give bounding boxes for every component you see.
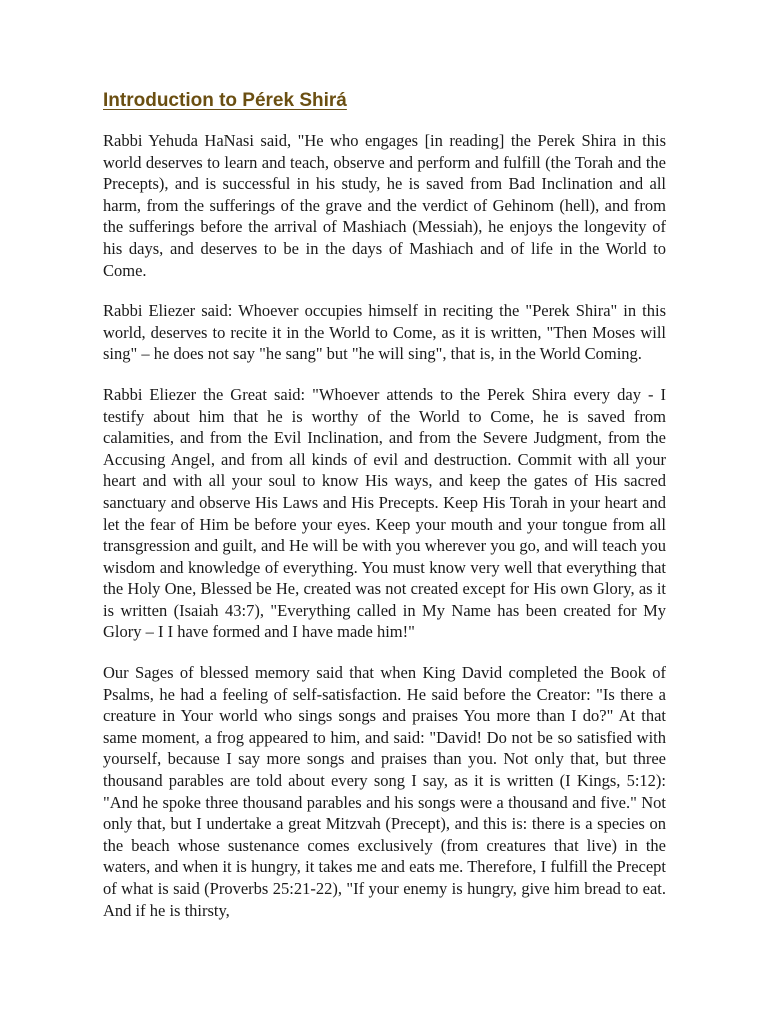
paragraph-eliezer-the-great: Rabbi Eliezer the Great said: "Whoever attends to the Perek Shira every day - I testify about him that he is worthy of the World to Come, he is saved from calamities, and from the Evil Inclination, and from the Severe Judgment, from the Accusing Angel, and from all kinds of evil and destruction. Commit with all your heart and with all your soul to know His ways, and keep the gates of His sacred sanctuary and observe His Laws and His Precepts. Keep His Torah in your heart and let the fear of Him be before your eyes. Keep your mouth and your tongue from all transgression and guilt, and He will be with you wherever you go, and will teach you wisdom and knowledge of everything. You must know very well that everything that the Holy One, Blessed be He, created was not created except for His own Glory, as it is written (Isaiah 43:7), "Everything called in My Name has been created for My Glory – I I have formed and I have made him!" xyxy=(103,384,666,642)
document-body xyxy=(103,88,666,940)
paragraph-yehuda-hanasi: Rabbi Yehuda HaNasi said, "He who engages [in reading] the Perek Shira in this world deserves to learn and teach, observe and perform and fulfill (the Torah and the Precepts), and is successful in his study, he is saved from Bad Inclination and all harm, from the sufferings of the grave and the verdict of Gehinom (hell), and from the sufferings before the arrival of Mashiach (Messiah), he enjoys the longevity of his days, and deserves to be in the days of Mashiach and of life in the World to Come. xyxy=(103,131,666,280)
document-title: Introduction to Pérek Shirá xyxy=(103,90,347,111)
paragraph-king-david-frog: Our Sages of blessed memory said that when King David completed the Book of Psalms, he had a feeling of self-satisfaction. He said before the Creator: "Is there a creature in Your world who sings songs and praises You more than I do?" At that same moment, a frog appeared to him, and said: "David! Do not be so satisfied with yourself, because I say more songs and praises than you. Not only that, but three thousand parables are told about every song I say, as it is written (I Kings, 5:12): "And he spoke three thousand parables and his songs were a thousand and five." Not only that, but I undertake a great Mitzvah (Precept), and this is: there is a species on the beach whose sustenance comes exclusively (from creatures that live) in the waters, and when it is hungry, it takes me and eats me. Therefore, I fulfill the Precept of what is said (Proverbs 25:21-22), "If your enemy is hungry, give him bread to eat. And if he is thirsty, xyxy=(103,663,666,920)
paragraph-rabbi-eliezer: Rabbi Eliezer said: Whoever occupies himself in reciting the "Perek Shira" in this world, deserves to recite it in the World to Come, as it is written, "Then Moses will sing" – he does not say "he sang" but "he will sing", that is, in the World Coming. xyxy=(103,301,666,364)
